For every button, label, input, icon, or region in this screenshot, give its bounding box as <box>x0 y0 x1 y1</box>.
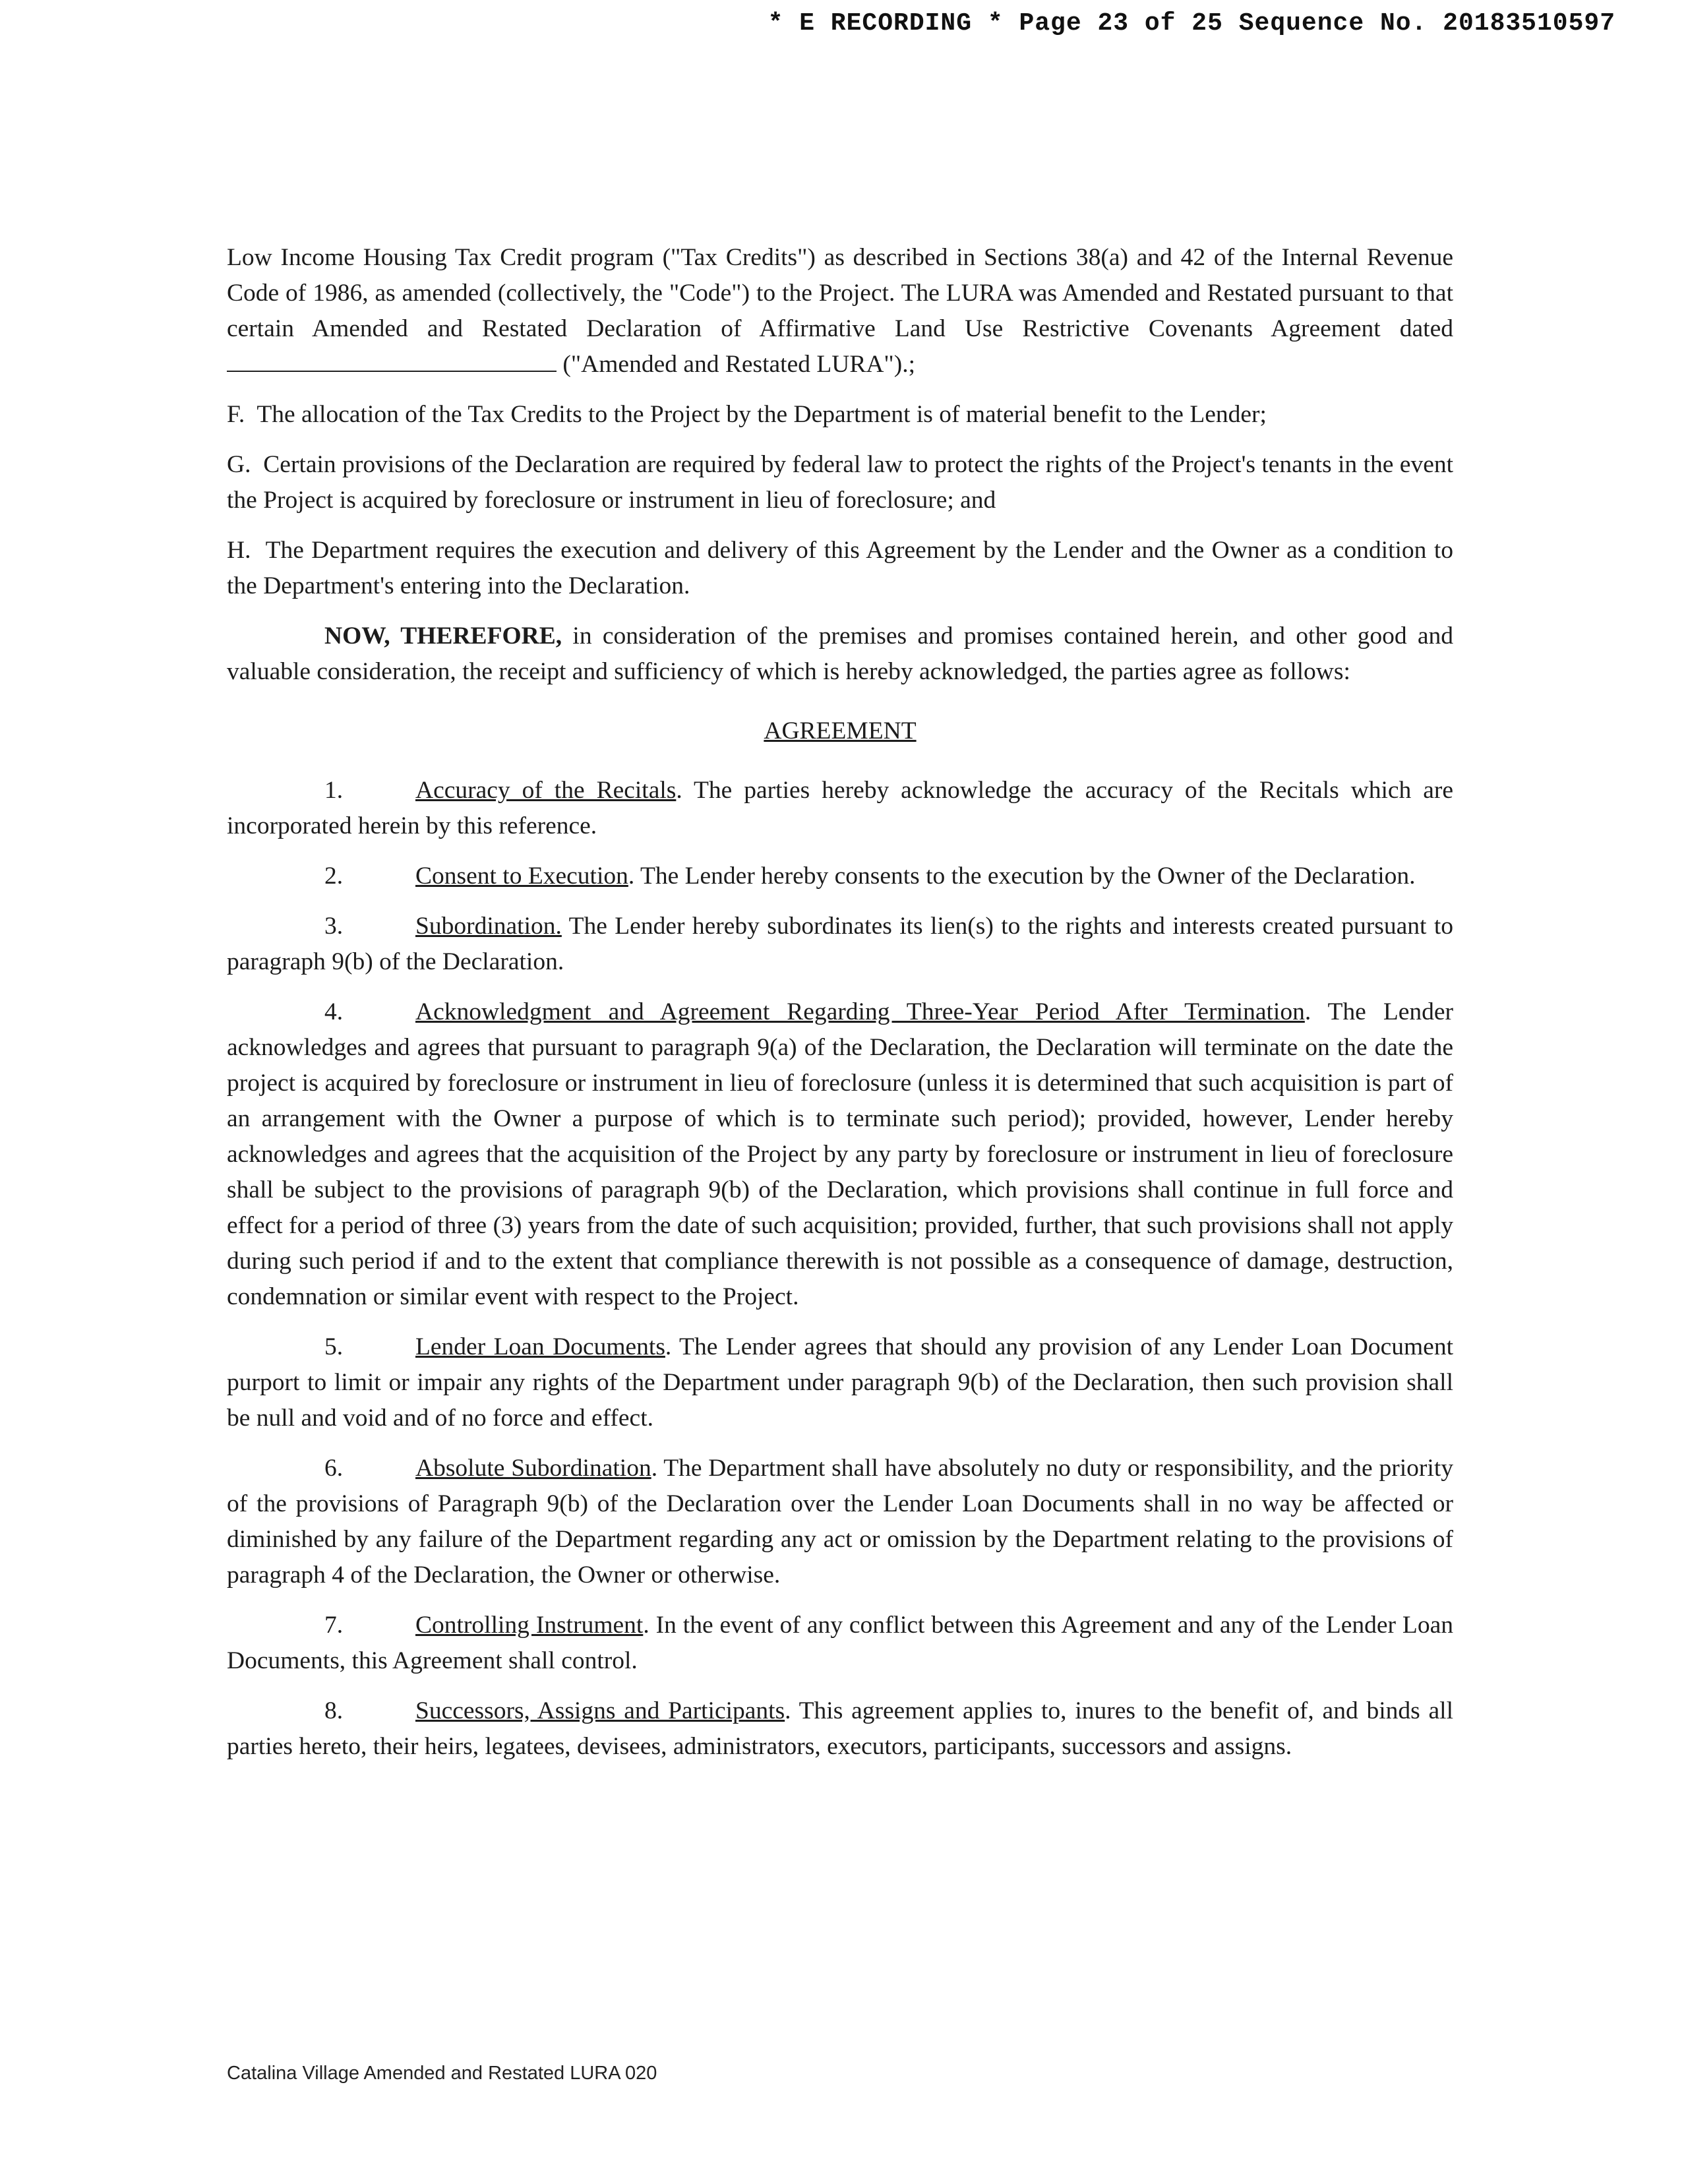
recital-letter: F. <box>227 401 245 428</box>
section-title: Successors, Assigns and Participants <box>415 1697 785 1724</box>
section-text: . The Lender hereby consents to the execution by the Owner of the Declaration. <box>628 863 1416 890</box>
recital-letter: H. <box>227 537 251 564</box>
section-text: . The Lender acknowledges and agrees that pursuant to paragraph 9(a) of the Declaration, the Declaration will terminate on the date the project is acquired by foreclosure or instrument in lieu of foreclosure (unless it is determined that such acquisition is part of an arrangement with the Owner a purpose of which is to terminate such period); provided, however, Lender hereby acknowledges and agrees that the acquisition of the Project by any party by foreclosure or instrument in lieu of foreclosure shall be subject to the provisions of paragraph 9(b) of the Declaration, which provisions shall continue in full force and effect for a period of three (3) years from the date of such acquisition; provided, further, that such provisions shall not apply during such period if and to the extent that compliance therewith is not possible as a consequence of damage, destruction, condemnation or similar event with respect to the Project. <box>227 998 1454 1310</box>
section-3 <box>227 909 1453 980</box>
document-body <box>227 240 1453 1779</box>
section-number: 6. <box>324 1455 344 1482</box>
section-6 <box>227 1451 1453 1593</box>
recital-e-text-end: ("Amended and Restated LURA").; <box>562 351 916 378</box>
section-8 <box>227 1693 1453 1765</box>
section-number: 2. <box>324 863 344 890</box>
recital-f <box>227 397 1453 433</box>
recital-g <box>227 447 1453 518</box>
section-title: Lender Loan Documents <box>415 1333 665 1360</box>
date-blank-line <box>227 351 557 372</box>
section-title: Acknowledgment and Agreement Regarding Three-Year Period After Termination <box>415 998 1305 1025</box>
section-text: . The Department shall have absolutely no duty or responsibility, and the priority of the provisions of Paragraph 9(b) of the Declaration over the Lender Loan Documents shall in no way be affected or diminished by any failure of the Department regarding any act or omission by the Department relating to the provisions of paragraph 4 of the Declaration, the Owner or otherwise. <box>227 1455 1453 1589</box>
section-4 <box>227 994 1453 1315</box>
section-number: 4. <box>324 998 344 1025</box>
recital-h <box>227 533 1453 604</box>
now-therefore-lead: NOW, THEREFORE, <box>324 622 562 650</box>
section-title: Accuracy of the Recitals <box>415 777 677 804</box>
section-5 <box>227 1329 1453 1436</box>
section-7 <box>227 1608 1453 1679</box>
section-text: . The Lender agrees that should any provision of any Lender Loan Document purport to limit or impair any rights of the Department under paragraph 9(b) of the Declaration, then such provision shall be null and void and of no force and effect. <box>227 1333 1453 1432</box>
section-text: . In the event of any conflict between this Agreement and any of the Lender Loan Documents, this Agreement shall control. <box>227 1612 1453 1674</box>
section-number: 8. <box>324 1697 344 1724</box>
section-text: . The parties hereby acknowledge the accuracy of the Recitals which are incorporated herein by this reference. <box>227 777 1453 839</box>
section-number: 7. <box>324 1612 344 1639</box>
section-title: Controlling Instrument <box>415 1612 644 1639</box>
section-text: The Lender hereby subordinates its lien(s) to the rights and interests created pursuant to paragraph 9(b) of the Declaration. <box>227 913 1453 975</box>
recital-text: The allocation of the Tax Credits to the Project by the Department is of material benefit to the Lender; <box>256 401 1267 428</box>
now-therefore-text: in consideration of the premises and promises contained herein, and other good and valuable consideration, the receipt and sufficiency of which is hereby acknowledged, the parties agree as follows: <box>227 622 1453 685</box>
now-therefore-paragraph <box>227 619 1453 690</box>
recital-text: The Department requires the execution and delivery of this Agreement by the Lender and the Owner as a condition to the Department's entering into the Declaration. <box>227 537 1453 599</box>
recital-e-continuation <box>227 240 1453 382</box>
section-title: Consent to Execution <box>415 863 628 890</box>
recording-header: * E RECORDING * Page 23 of 25 Sequence No. 20183510597 <box>768 9 1615 38</box>
section-1 <box>227 773 1453 844</box>
document-footer: Catalina Village Amended and Restated LURA 020 <box>227 2063 657 2084</box>
section-2 <box>227 859 1453 894</box>
section-title: Subordination. <box>415 913 562 940</box>
agreement-heading: AGREEMENT <box>764 717 917 744</box>
section-text: . This agreement applies to, inures to the benefit of, and binds all parties hereto, their heirs, legatees, devisees, administrators, executors, participants, successors and assigns. <box>227 1697 1453 1760</box>
section-number: 5. <box>324 1333 344 1360</box>
recital-text: Certain provisions of the Declaration are required by federal law to protect the rights of the Project's tenants in the event the Project is acquired by foreclosure or instrument in lieu of foreclosure; and <box>227 451 1454 514</box>
recital-e-text: Low Income Housing Tax Credit program ("Tax Credits") as described in Sections 38(a) and 42 of the Internal Revenue Code of 1986, as amended (collectively, the "Code") to the Project. The LURA was Amended and Restated pursuant to that certain Amended and Restated Declaration of Affirmative Land Use Restrictive Covenants Agreement dated <box>227 244 1453 342</box>
recital-letter: G. <box>227 451 251 478</box>
section-number: 3. <box>324 913 344 940</box>
section-title: Absolute Subordination <box>415 1455 651 1482</box>
section-number: 1. <box>324 777 344 804</box>
